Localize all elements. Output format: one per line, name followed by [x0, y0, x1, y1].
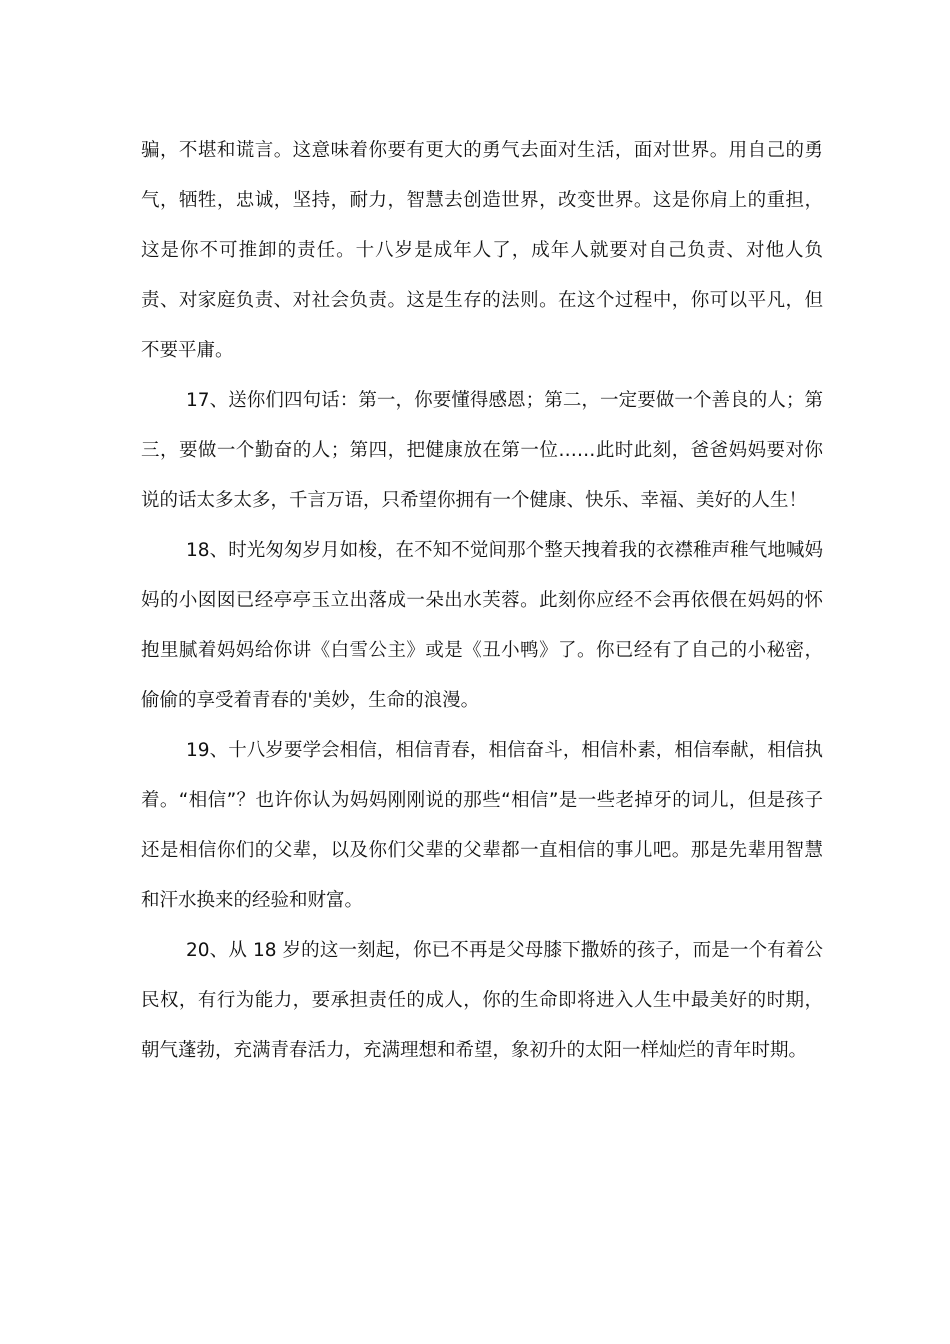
paragraph-20: 20、从 18 岁的这一刻起，你已不再是父母膝下撒娇的孩子，而是一个有着公民权，有行为能力，要承担责任的成人，你的生命即将进入人生中最美好的时期，朝气蓬勃，充满青春活力，充满理想和希望，象初升的太阳一样灿烂的青年时期。	[141, 940, 823, 1061]
paragraph-continued: 骗，不堪和谎言。这意味着你要有更大的勇气去面对生活，面对世界。用自己的勇气，牺牲，忠诚，坚持，耐力，智慧去创造世界，改变世界。这是你肩上的重担，这是你不可推卸的责任。十八岁是成年人了，成年人就要对自己负责、对他人负责、对家庭负责、对社会负责。这是生存的法则。在这个过程中，你可以平凡，但不要平庸。	[141, 140, 823, 361]
paragraph-19: 19、十八岁要学会相信，相信青春，相信奋斗，相信朴素，相信奉献，相信执着。“相信”？也许你认为妈妈刚刚说的那些“相信”是一些老掉牙的词儿，但是孩子还是相信你们的父辈，以及你们父辈的父辈都一直相信的事儿吧。那是先辈用智慧和汗水换来的经验和财富。	[141, 740, 823, 911]
paragraph-17: 17、送你们四句话：第一，你要懂得感恩；第二，一定要做一个善良的人；第三，要做一个勤奋的人；第四，把健康放在第一位……此时此刻，爸爸妈妈要对你说的话太多太多，千言万语，只希望你拥有一个健康、快乐、幸福、美好的人生！	[141, 390, 823, 511]
paragraph-18: 18、时光匆匆岁月如梭，在不知不觉间那个整天拽着我的衣襟稚声稚气地喊妈妈的小囡囡已经亭亭玉立出落成一朵出水芙蓉。此刻你应经不会再依偎在妈妈的怀抱里腻着妈妈给你讲《白雪公主》或是《丑小鸭》了。你已经有了自己的小秘密，偷偷的享受着青春的'美妙，生命的浪漫。	[141, 540, 823, 711]
document-body	[141, 126, 823, 1076]
